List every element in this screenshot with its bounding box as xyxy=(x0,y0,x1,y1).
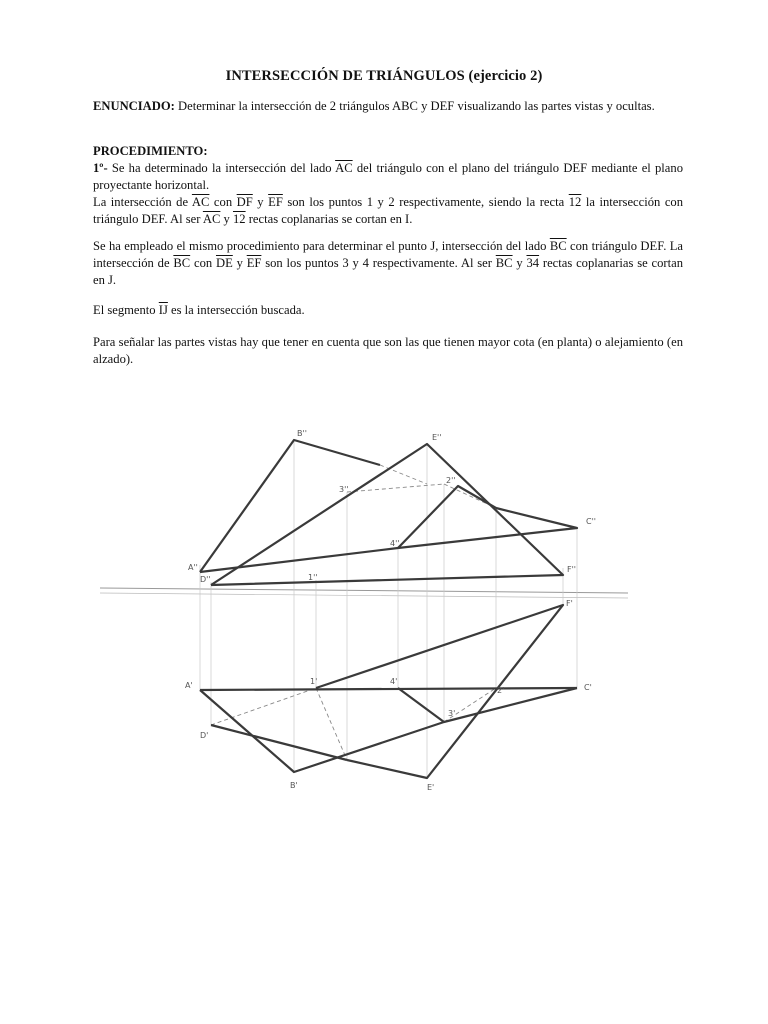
elevation-view xyxy=(200,440,577,585)
segment-bc: $\overline{BC}$ xyxy=(495,256,513,270)
text-run: Se ha determinado la intersección del lado xyxy=(107,161,336,175)
label-c1: C' xyxy=(584,683,592,692)
text-run: y xyxy=(512,256,527,270)
label-p3-1: 3' xyxy=(448,709,456,718)
triangle-def-plan xyxy=(211,725,347,760)
label-p4-1: 4' xyxy=(390,677,398,686)
ground-line xyxy=(100,593,628,598)
segment-ac: $\overline{AC}$ xyxy=(191,195,210,209)
label-a2: A'' xyxy=(188,563,198,572)
triangle-abc-plan xyxy=(444,688,577,722)
text-run: y xyxy=(252,195,269,209)
label-c2: C'' xyxy=(586,517,596,526)
page-title: INTERSECCIÓN DE TRIÁNGULOS (ejercicio 2) xyxy=(225,68,543,84)
label-d2: D'' xyxy=(200,575,211,584)
text-run: El segmento xyxy=(93,303,159,317)
label-p2-2: 2'' xyxy=(446,476,456,485)
label-d1: D' xyxy=(200,731,209,740)
procedimiento-heading: PROCEDIMIENTO: xyxy=(93,144,208,158)
segment-bc: $\overline{BC}$ xyxy=(549,239,567,253)
label-e1: E' xyxy=(427,783,435,792)
text-run: La intersección de xyxy=(93,195,192,209)
segment-ef: $\overline{EF}$ xyxy=(246,256,262,270)
label-e2: E'' xyxy=(432,433,442,442)
triangle-abc-elevation xyxy=(398,508,577,548)
label-f2: F'' xyxy=(567,565,576,574)
text-run: rectas coplanarias se cortan en I. xyxy=(245,212,413,226)
text-run: con xyxy=(190,256,216,270)
text-run: con xyxy=(209,195,237,209)
label-p2-1: 2' xyxy=(497,686,505,695)
plan-view xyxy=(200,605,577,778)
text-run: y xyxy=(220,212,233,226)
enunciado-label: ENUNCIADO: xyxy=(93,99,175,113)
enunciado-text: Determinar la intersección de 2 triángulos ABC y DEF visualizando las partes vistas y ocultas. xyxy=(174,99,655,113)
label-a1: A' xyxy=(185,681,193,690)
text-run: son los puntos 1 y 2 respectivamente, siendo la recta xyxy=(282,195,569,209)
label-f1: F' xyxy=(566,599,573,608)
paragraph-step-4: Para señalar las partes vistas hay que tener en cuenta que son las que tienen mayor cota (en planta) o alejamiento (en alzado). xyxy=(93,335,683,366)
segment-12: 12 xyxy=(232,212,246,226)
step-number: 1º- xyxy=(93,161,108,175)
hidden-line xyxy=(380,465,427,484)
segment-ef: $\overline{EF}$ xyxy=(268,195,283,209)
text-run: es la intersección buscada. xyxy=(167,303,305,317)
segment-ac: $\overline{AC}$ xyxy=(202,212,221,226)
text-run: y xyxy=(232,256,247,270)
triangle-abc-plan xyxy=(200,688,444,772)
label-b1: B' xyxy=(290,781,298,790)
segment-df: $\overline{DF}$ xyxy=(236,195,253,209)
segment-ac: $\overline{AC}$ xyxy=(335,161,353,175)
label-p3-2: 3'' xyxy=(339,485,349,494)
hidden-line xyxy=(211,688,316,725)
triangle-abc-plan xyxy=(200,688,577,690)
label-p4-2: 4'' xyxy=(390,539,400,548)
segment-12: 12 xyxy=(568,195,582,209)
text-run: son los puntos 3 y 4 respectivamente. Al ser xyxy=(261,256,496,270)
triangle-abc-elevation xyxy=(200,548,398,572)
hidden-line xyxy=(316,688,347,760)
segment-bc: $\overline{BC}$ xyxy=(173,256,191,270)
segment-34: 34 xyxy=(526,256,540,270)
label-b2: B'' xyxy=(297,429,307,438)
text-run: la intersección con triángulo DEF. Al ser xyxy=(93,195,684,226)
text-run: rectas coplanarias se cortan en J. xyxy=(93,256,683,287)
label-p1-2: 1'' xyxy=(308,573,318,582)
label-p1-1: 1' xyxy=(310,677,318,686)
segment-ij: $\overline{IJ}$ xyxy=(158,303,168,317)
text-run: con triángulo DEF. La intersección de xyxy=(93,239,684,270)
text-run: Se ha empleado el mismo procedimiento para determinar el punto J, intersección del lado xyxy=(93,239,550,253)
ground-line xyxy=(100,588,628,593)
triangle-abc-elevation xyxy=(200,440,380,572)
text-run: del triángulo con el plano del triángulo DEF mediante el plano proyectante horizontal. xyxy=(93,161,683,192)
point-labels xyxy=(185,429,596,792)
segment-de: $\overline{DE}$ xyxy=(215,256,233,270)
